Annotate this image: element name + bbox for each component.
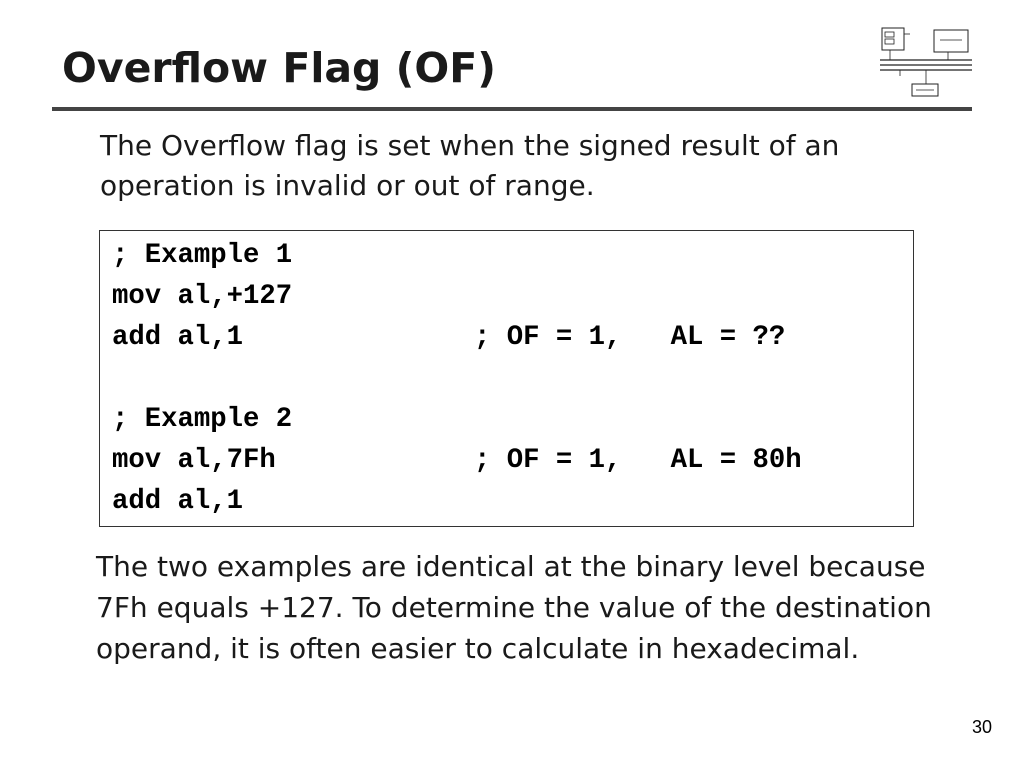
code-comment: ; OF = 1, AL = 80h bbox=[474, 445, 802, 476]
code-line bbox=[112, 317, 913, 358]
code-instruction: ; Example 2 bbox=[112, 404, 293, 435]
code-instruction: ; Example 1 bbox=[112, 240, 293, 271]
code-line bbox=[112, 235, 913, 276]
code-instruction: mov al,7Fh bbox=[112, 445, 276, 476]
code-line bbox=[112, 440, 913, 481]
title-divider bbox=[52, 107, 972, 111]
code-line bbox=[112, 276, 913, 317]
code-line bbox=[112, 481, 913, 522]
code-instruction: add al,1 bbox=[112, 322, 244, 353]
code-line bbox=[112, 399, 913, 440]
code-instruction: add al,1 bbox=[112, 486, 244, 517]
intro-paragraph: The Overflow flag is set when the signed result of an operation is invalid or out of range. bbox=[100, 129, 840, 202]
page-number: 30 bbox=[971, 717, 992, 737]
computer-architecture-diagram-icon bbox=[878, 24, 974, 98]
slide-title: Overflow Flag (OF) bbox=[62, 44, 497, 92]
code-instruction: mov al,+127 bbox=[112, 281, 293, 312]
code-example-box bbox=[99, 230, 914, 527]
code-comment: ; OF = 1, AL = ?? bbox=[474, 322, 786, 353]
code-instruction bbox=[112, 358, 474, 399]
code-line bbox=[112, 358, 913, 399]
explanation-paragraph: The two examples are identical at the binary level because 7Fh equals +127. To determine the value of the destination operand, it is often easier to calculate in hexadecimal. bbox=[96, 550, 932, 665]
